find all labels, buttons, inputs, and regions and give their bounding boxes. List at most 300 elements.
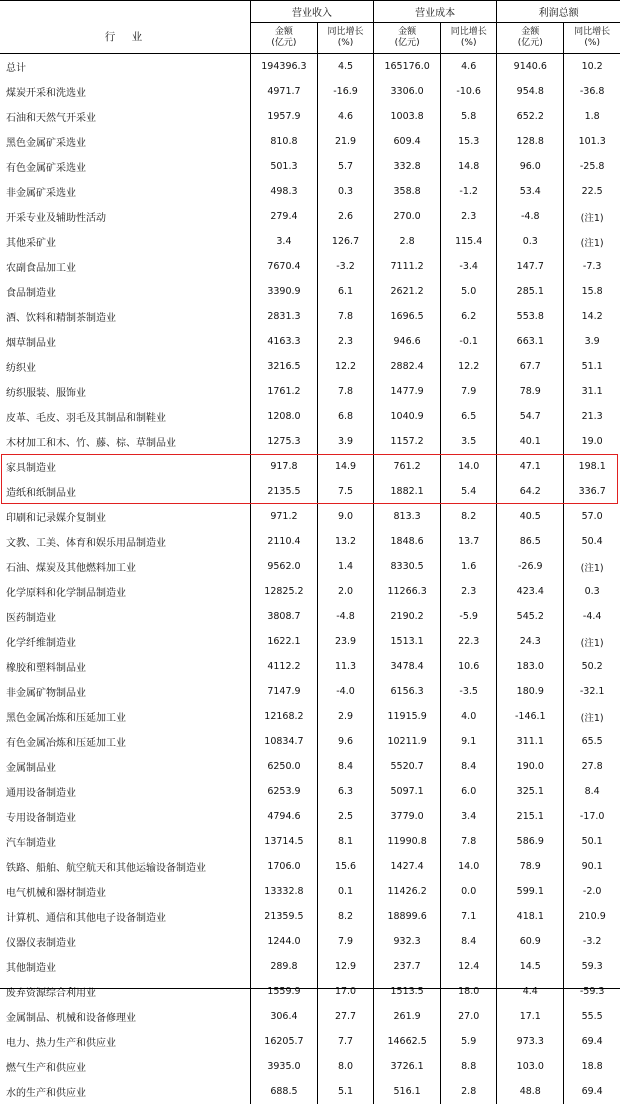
row-revenue-amount: 194396.3 [250,54,317,80]
row-cost-amount: 18899.6 [374,904,441,929]
row-cost-amount: 1513.5 [374,979,441,1004]
row-revenue-amount: 13714.5 [250,829,317,854]
row-cost-growth: 5.8 [441,104,497,129]
table-row [0,1029,620,1054]
row-revenue-amount: 2135.5 [250,479,317,504]
table-row [0,404,620,429]
row-industry-name: 专用设备制造业 [0,804,250,829]
row-revenue-amount: 1957.9 [250,104,317,129]
row-cost-amount: 261.9 [374,1004,441,1029]
row-profit-amount: 423.4 [497,579,564,604]
row-cost-growth: 5.4 [441,479,497,504]
row-profit-amount: 128.8 [497,129,564,154]
header-revenue-growth-text: 同比增长 [328,27,364,37]
table-row [0,454,620,479]
row-cost-growth: 22.3 [441,629,497,654]
row-cost-amount: 1513.1 [374,629,441,654]
row-profit-amount: 47.1 [497,454,564,479]
row-cost-amount: 237.7 [374,954,441,979]
row-industry-name: 石油和天然气开采业 [0,104,250,129]
row-profit-amount: 311.1 [497,729,564,754]
row-profit-growth: 55.5 [564,1004,620,1029]
row-profit-growth: (注1) [564,554,620,579]
row-cost-amount: 165176.0 [374,54,441,80]
row-cost-growth: -10.6 [441,79,497,104]
row-revenue-growth: 7.5 [317,479,373,504]
row-cost-amount: 2.8 [374,229,441,254]
table-row [0,379,620,404]
table-row [0,554,620,579]
row-profit-amount: 215.1 [497,804,564,829]
row-cost-growth: 8.8 [441,1054,497,1079]
row-cost-amount: 1003.8 [374,104,441,129]
row-revenue-amount: 4163.3 [250,329,317,354]
header-profit-amount-text: 金额 [521,27,539,37]
row-cost-growth: 6.5 [441,404,497,429]
row-profit-amount: -26.9 [497,554,564,579]
row-industry-name: 纺织业 [0,354,250,379]
row-revenue-amount: 289.8 [250,954,317,979]
row-cost-growth: 5.0 [441,279,497,304]
row-cost-amount: 2190.2 [374,604,441,629]
row-cost-amount: 932.3 [374,929,441,954]
row-industry-name: 计算机、通信和其他电子设备制造业 [0,904,250,929]
row-cost-growth: 18.0 [441,979,497,1004]
row-profit-growth: -25.8 [564,154,620,179]
row-profit-amount: -146.1 [497,704,564,729]
row-revenue-amount: 2831.3 [250,304,317,329]
row-profit-growth: -36.8 [564,79,620,104]
row-cost-amount: 3726.1 [374,1054,441,1079]
row-profit-growth: 18.8 [564,1054,620,1079]
header-revenue-amount-text: 金额 [275,27,293,37]
row-cost-amount: 5520.7 [374,754,441,779]
row-cost-amount: 3779.0 [374,804,441,829]
row-revenue-growth: 3.9 [317,429,373,454]
row-revenue-growth: 0.3 [317,179,373,204]
row-revenue-amount: 6253.9 [250,779,317,804]
table-row [0,229,620,254]
row-revenue-amount: 4971.7 [250,79,317,104]
row-cost-amount: 761.2 [374,454,441,479]
row-profit-growth: -17.0 [564,804,620,829]
row-industry-name: 橡胶和塑料制品业 [0,654,250,679]
row-cost-amount: 11426.2 [374,879,441,904]
row-revenue-amount: 3808.7 [250,604,317,629]
row-industry-name: 木材加工和木、竹、藤、棕、草制品业 [0,429,250,454]
row-cost-growth: 13.7 [441,529,497,554]
table-row [0,804,620,829]
row-revenue-growth: 11.3 [317,654,373,679]
row-revenue-amount: 498.3 [250,179,317,204]
row-revenue-amount: 501.3 [250,154,317,179]
table-row [0,279,620,304]
row-industry-name: 食品制造业 [0,279,250,304]
row-profit-amount: 663.1 [497,329,564,354]
row-revenue-amount: 3390.9 [250,279,317,304]
table-row [0,354,620,379]
row-revenue-growth: 17.0 [317,979,373,1004]
row-profit-amount: 96.0 [497,154,564,179]
row-revenue-growth: 2.6 [317,204,373,229]
row-revenue-amount: 1244.0 [250,929,317,954]
row-profit-amount: 67.7 [497,354,564,379]
row-cost-growth: 4.6 [441,54,497,80]
row-revenue-amount: 12168.2 [250,704,317,729]
row-profit-amount: 103.0 [497,1054,564,1079]
row-cost-growth: 14.8 [441,154,497,179]
row-revenue-amount: 1275.3 [250,429,317,454]
table-row [0,604,620,629]
row-industry-name: 总计 [0,54,250,80]
table-row [0,254,620,279]
header-revenue-growth-unit: (%) [338,38,354,48]
row-profit-amount: 553.8 [497,304,564,329]
row-profit-amount: 599.1 [497,879,564,904]
row-industry-name: 医药制造业 [0,604,250,629]
row-revenue-growth: 4.6 [317,104,373,129]
row-cost-growth: -1.2 [441,179,497,204]
row-industry-name: 废弃资源综合利用业 [0,979,250,1004]
table-row [0,654,620,679]
row-cost-amount: 14662.5 [374,1029,441,1054]
row-revenue-growth: 7.8 [317,379,373,404]
row-cost-growth: 8.2 [441,504,497,529]
row-profit-amount: 48.8 [497,1079,564,1104]
row-cost-amount: 5097.1 [374,779,441,804]
row-cost-growth: 9.1 [441,729,497,754]
row-cost-growth: 7.9 [441,379,497,404]
row-industry-name: 其他制造业 [0,954,250,979]
row-revenue-growth: 2.5 [317,804,373,829]
row-revenue-growth: 15.6 [317,854,373,879]
row-industry-name: 铁路、船舶、航空航天和其他运输设备制造业 [0,854,250,879]
row-cost-amount: 11266.3 [374,579,441,604]
row-revenue-growth: 4.5 [317,54,373,80]
row-cost-growth: 2.3 [441,579,497,604]
table-row [0,679,620,704]
row-profit-growth: 210.9 [564,904,620,929]
row-cost-growth: 1.6 [441,554,497,579]
row-profit-amount: 285.1 [497,279,564,304]
header-profit-growth [564,23,620,54]
row-industry-name: 农副食品加工业 [0,254,250,279]
row-profit-growth: (注1) [564,704,620,729]
row-profit-amount: 64.2 [497,479,564,504]
table-row [0,529,620,554]
row-profit-growth: 50.2 [564,654,620,679]
header-industry-label: 行 业 [0,23,250,54]
row-profit-amount: 652.2 [497,104,564,129]
row-revenue-amount: 4794.6 [250,804,317,829]
row-cost-growth: 6.0 [441,779,497,804]
row-revenue-amount: 810.8 [250,129,317,154]
row-industry-name: 仪器仪表制造业 [0,929,250,954]
header-blank-cell [0,0,250,23]
table-row [0,504,620,529]
header-sub-row [0,23,620,54]
row-profit-growth: 50.4 [564,529,620,554]
row-cost-amount: 270.0 [374,204,441,229]
row-revenue-growth: 0.1 [317,879,373,904]
header-cost-growth [441,23,497,54]
row-revenue-amount: 12825.2 [250,579,317,604]
row-cost-growth: 6.2 [441,304,497,329]
row-cost-growth: 8.4 [441,929,497,954]
row-cost-growth: 0.0 [441,879,497,904]
row-cost-amount: 1696.5 [374,304,441,329]
row-industry-name: 开采专业及辅助性活动 [0,204,250,229]
row-revenue-growth: 6.3 [317,779,373,804]
row-industry-name: 非金属矿物制品业 [0,679,250,704]
header-group-cost: 营业成本 [374,0,497,23]
row-cost-growth: -5.9 [441,604,497,629]
row-revenue-amount: 13332.8 [250,879,317,904]
row-profit-growth: 15.8 [564,279,620,304]
row-profit-growth: 57.0 [564,504,620,529]
table-row [0,429,620,454]
row-revenue-amount: 1761.2 [250,379,317,404]
row-cost-growth: 10.6 [441,654,497,679]
row-industry-name: 石油、煤炭及其他燃料加工业 [0,554,250,579]
row-revenue-growth: -16.9 [317,79,373,104]
row-industry-name: 化学纤维制造业 [0,629,250,654]
row-profit-amount: 78.9 [497,854,564,879]
row-revenue-amount: 7147.9 [250,679,317,704]
table-row [0,79,620,104]
table-header [0,0,620,54]
row-industry-name: 印刷和记录媒介复制业 [0,504,250,529]
header-cost-amount-text: 金额 [398,27,416,37]
row-profit-growth: 19.0 [564,429,620,454]
row-profit-growth: 198.1 [564,454,620,479]
row-industry-name: 家具制造业 [0,454,250,479]
row-profit-growth: 27.8 [564,754,620,779]
row-revenue-amount: 917.8 [250,454,317,479]
row-profit-amount: 147.7 [497,254,564,279]
row-revenue-amount: 16205.7 [250,1029,317,1054]
row-industry-name: 电力、热力生产和供应业 [0,1029,250,1054]
row-profit-growth: (注1) [564,204,620,229]
row-cost-growth: 14.0 [441,454,497,479]
row-revenue-growth: 13.2 [317,529,373,554]
row-profit-amount: 40.1 [497,429,564,454]
row-cost-growth: 8.4 [441,754,497,779]
row-profit-growth: 65.5 [564,729,620,754]
header-group-profit: 利润总额 [497,0,620,23]
row-profit-growth: -32.1 [564,679,620,704]
row-revenue-growth: -4.0 [317,679,373,704]
row-industry-name: 化学原料和化学制品制造业 [0,579,250,604]
row-profit-growth: 101.3 [564,129,620,154]
row-profit-amount: 60.9 [497,929,564,954]
header-cost-growth-unit: (%) [461,38,477,48]
row-profit-growth: -59.3 [564,979,620,1004]
row-industry-name: 黑色金属矿采选业 [0,129,250,154]
row-revenue-growth: 8.2 [317,904,373,929]
row-cost-amount: 1040.9 [374,404,441,429]
row-industry-name: 皮革、毛皮、羽毛及其制品和制鞋业 [0,404,250,429]
table-row [0,704,620,729]
row-cost-growth: -3.4 [441,254,497,279]
table-row [0,754,620,779]
header-group-row [0,0,620,23]
row-profit-growth: -4.4 [564,604,620,629]
row-revenue-amount: 7670.4 [250,254,317,279]
header-revenue-growth [317,23,373,54]
row-industry-name: 黑色金属冶炼和压延加工业 [0,704,250,729]
row-cost-amount: 2621.2 [374,279,441,304]
row-profit-amount: 954.8 [497,79,564,104]
row-revenue-growth: 2.3 [317,329,373,354]
row-revenue-growth: 27.7 [317,1004,373,1029]
row-cost-growth: 7.1 [441,904,497,929]
row-revenue-amount: 1559.9 [250,979,317,1004]
row-profit-amount: 14.5 [497,954,564,979]
row-cost-growth: 2.3 [441,204,497,229]
row-profit-amount: 180.9 [497,679,564,704]
table-row [0,329,620,354]
row-cost-growth: 4.0 [441,704,497,729]
row-revenue-amount: 3216.5 [250,354,317,379]
row-revenue-amount: 3.4 [250,229,317,254]
row-cost-amount: 8330.5 [374,554,441,579]
row-cost-growth: 7.8 [441,829,497,854]
row-cost-amount: 946.6 [374,329,441,354]
row-revenue-amount: 10834.7 [250,729,317,754]
row-cost-amount: 3306.0 [374,79,441,104]
row-industry-name: 酒、饮料和精制茶制造业 [0,304,250,329]
row-cost-growth: -3.5 [441,679,497,704]
row-revenue-growth: 8.1 [317,829,373,854]
row-revenue-amount: 9562.0 [250,554,317,579]
row-profit-amount: 183.0 [497,654,564,679]
row-cost-amount: 7111.2 [374,254,441,279]
header-cost-amount-unit: (亿元) [395,38,420,48]
table-row [0,104,620,129]
row-profit-amount: 40.5 [497,504,564,529]
table-row [0,879,620,904]
table-row [0,1079,620,1104]
row-industry-name: 有色金属矿采选业 [0,154,250,179]
row-cost-growth: -0.1 [441,329,497,354]
row-industry-name: 金属制品业 [0,754,250,779]
row-revenue-amount: 1208.0 [250,404,317,429]
row-revenue-growth: 8.4 [317,754,373,779]
row-revenue-growth: 9.6 [317,729,373,754]
row-cost-growth: 5.9 [441,1029,497,1054]
row-revenue-growth: 9.0 [317,504,373,529]
row-revenue-amount: 3935.0 [250,1054,317,1079]
row-profit-growth: 8.4 [564,779,620,804]
row-profit-growth: 0.3 [564,579,620,604]
row-profit-growth: (注1) [564,629,620,654]
row-profit-growth: 50.1 [564,829,620,854]
table-row [0,1054,620,1079]
row-industry-name: 水的生产和供应业 [0,1079,250,1104]
row-profit-amount: 545.2 [497,604,564,629]
table-body [0,54,620,1104]
table-row [0,54,620,80]
row-profit-amount: 4.4 [497,979,564,1004]
row-cost-amount: 1848.6 [374,529,441,554]
row-industry-name: 其他采矿业 [0,229,250,254]
row-cost-growth: 3.5 [441,429,497,454]
row-revenue-growth: 12.9 [317,954,373,979]
table-row [0,729,620,754]
row-profit-amount: 418.1 [497,904,564,929]
row-profit-growth: 90.1 [564,854,620,879]
row-cost-amount: 11990.8 [374,829,441,854]
row-cost-amount: 358.8 [374,179,441,204]
header-group-revenue: 营业收入 [250,0,373,23]
row-revenue-growth: 126.7 [317,229,373,254]
table-row [0,854,620,879]
row-revenue-amount: 971.2 [250,504,317,529]
table-row [0,479,620,504]
table-row [0,204,620,229]
row-industry-name: 文教、工美、体育和娱乐用品制造业 [0,529,250,554]
row-profit-growth: 3.9 [564,329,620,354]
table-row [0,779,620,804]
row-profit-growth: -3.2 [564,929,620,954]
table-row [0,629,620,654]
row-cost-amount: 3478.4 [374,654,441,679]
row-revenue-amount: 1706.0 [250,854,317,879]
row-revenue-amount: 2110.4 [250,529,317,554]
table-row [0,579,620,604]
row-cost-growth: 27.0 [441,1004,497,1029]
row-profit-growth: -2.0 [564,879,620,904]
row-profit-growth: 14.2 [564,304,620,329]
row-revenue-growth: 2.9 [317,704,373,729]
table-row [0,179,620,204]
row-profit-amount: -4.8 [497,204,564,229]
table-row [0,829,620,854]
row-revenue-amount: 6250.0 [250,754,317,779]
row-profit-growth: 336.7 [564,479,620,504]
row-revenue-amount: 4112.2 [250,654,317,679]
row-cost-growth: 12.2 [441,354,497,379]
row-profit-growth: 10.2 [564,54,620,80]
row-revenue-growth: 12.2 [317,354,373,379]
row-industry-name: 通用设备制造业 [0,779,250,804]
row-profit-amount: 54.7 [497,404,564,429]
row-profit-amount: 325.1 [497,779,564,804]
row-profit-amount: 9140.6 [497,54,564,80]
row-industry-name: 造纸和纸制品业 [0,479,250,504]
table-row [0,954,620,979]
row-revenue-growth: 23.9 [317,629,373,654]
row-revenue-growth: 5.1 [317,1079,373,1104]
table-row [0,129,620,154]
row-revenue-growth: 2.0 [317,579,373,604]
row-revenue-growth: 7.7 [317,1029,373,1054]
row-cost-amount: 609.4 [374,129,441,154]
header-profit-amount [497,23,564,54]
row-profit-growth: 22.5 [564,179,620,204]
row-industry-name: 金属制品、机械和设备修理业 [0,1004,250,1029]
row-profit-growth: 21.3 [564,404,620,429]
header-cost-amount [374,23,441,54]
row-cost-growth: 12.4 [441,954,497,979]
row-cost-growth: 2.8 [441,1079,497,1104]
row-revenue-amount: 306.4 [250,1004,317,1029]
header-cost-growth-text: 同比增长 [451,27,487,37]
row-revenue-growth: 7.9 [317,929,373,954]
table-row [0,1004,620,1029]
row-profit-growth: 69.4 [564,1079,620,1104]
